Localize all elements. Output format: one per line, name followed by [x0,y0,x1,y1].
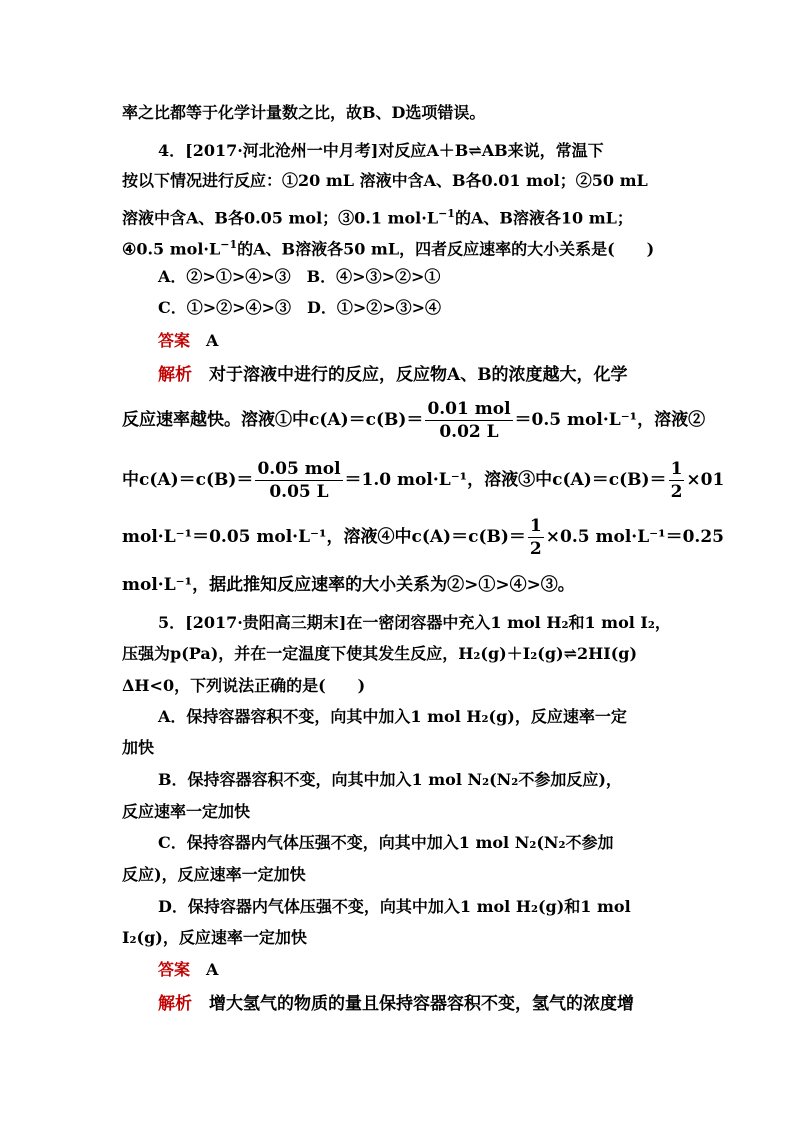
question-5-line: 5．[2017·贵阳高三期末]在一密闭容器中充入1 mol H₂和1 mol I₂， [158,613,671,632]
question-4-options-ab: A．②>①>④>③ B．④>③>②>① [158,267,441,286]
answer-4: 答案 A [158,331,219,350]
question-5-option-b: 反应速率一定加快 [122,802,251,821]
explanation-4-line: 反应速率越快。溶液①中c(A)＝c(B)＝ $\frac{\text{0.01 mol}}{0.02 L}$ ＝0.5 mol·L⁻¹，溶液② [122,399,706,442]
answer-label: 答案 [158,960,191,979]
question-4-line: 4．[2017·河北沧州一中月考]对反应A＋B⇌AB来说，常温下 [158,141,604,160]
explanation-label: 解析 [158,365,192,385]
question-5-option-c: C．保持容器内气体压强不变，向其中加入1 mol N₂(N₂不参加 [158,833,614,852]
fraction: $\frac{1}{2}$ [529,516,542,559]
question-5-option-a: A．保持容器容积不变，向其中加入1 mol H₂(g)，反应速率一定 [158,707,627,726]
explanation-4-line: 解析 对于溶液中进行的反应，反应物A、B的浓度越大，化学 [158,365,628,385]
question-4-line: ④0.5 $mol\cdot L^{-1}$的A、B溶液各50 mL，四者反应速率的大小关系是( ) [122,238,655,259]
explanation-label: 解析 [158,994,192,1014]
question-4-line: 溶液中含A、B各0.05 mol；③0.1 $mol\cdot L^{-1}$的A、B溶液各10 mL； [122,207,633,228]
fraction: $\frac{\text{0.01 mol}}{0.02 L}$ [427,399,511,442]
question-5-option-a: 加快 [122,738,155,757]
question-4-line: 按以下情况进行反应：①20 mL 溶液中含A、B各0.01 mol；②50 mL [122,171,648,190]
question-5-line: ΔH<0，下列说法正确的是( ) [122,676,366,695]
fraction: $\frac{\text{0.05 mol}}{0.05 L}$ [257,459,341,502]
question-5-option-d: I₂(g)，反应速率一定加快 [122,928,307,947]
answer-5: 答案 A [158,960,219,979]
fraction: $\frac{1}{2}$ [670,459,683,502]
question-4-options-cd: C．①>②>④>③ D．①>②>③>④ [158,298,442,317]
question-5-option-b: B．保持容器容积不变，向其中加入1 mol N₂(N₂不参加反应)， [158,770,622,789]
explanation-5-line: 解析 增大氢气的物质的量且保持容器容积不变，氢气的浓度增 [158,994,634,1014]
explanation-4-line: mol·L⁻¹＝0.05 mol·L⁻¹，溶液④中c(A)＝c(B)＝ $\frac{1}{2}$ ×0.5 mol·L⁻¹＝0.25 [122,516,724,559]
answer-label: 答案 [158,331,191,350]
explanation-4-line: mol·L⁻¹，据此推知反应速率的大小关系为②>①>④>③。 [122,575,575,595]
question-5-option-c: 反应)，反应速率一定加快 [122,865,306,884]
question-5-option-d: D．保持容器内气体压强不变，向其中加入1 mol H₂(g)和1 mol [158,897,631,916]
text-line: 率之比都等于化学计量数之比，故B、D选项错误。 [122,103,486,122]
explanation-4-line: 中c(A)＝c(B)＝ $\frac{\text{0.05 mol}}{0.05 L}$ ＝1.0 mol·L⁻¹，溶液③中c(A)＝c(B)＝ $\frac{1}{2}$ ×01 [122,459,725,502]
question-5-line: 压强为p(Pa)，并在一定温度下使其发生反应，H₂(g)＋I₂(g)⇌2HI(g) [122,644,638,663]
